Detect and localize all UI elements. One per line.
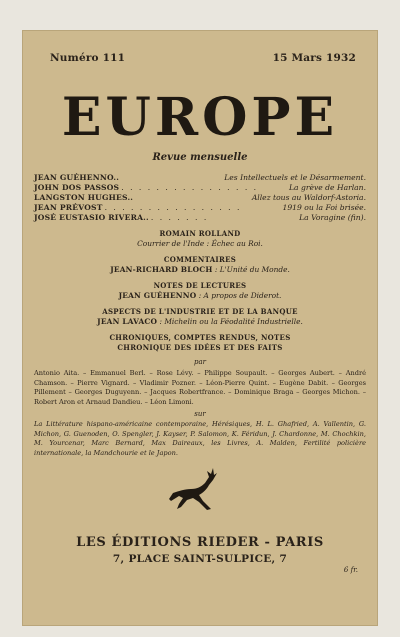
- section-heading: NOTES DE LECTURES: [153, 281, 247, 290]
- toc-work: La grève de Harlan.: [289, 183, 366, 192]
- section-line-author: JEAN-RICHARD BLOCH: [110, 265, 213, 274]
- issue-price: 6 fr.: [343, 566, 358, 574]
- par-label: par: [193, 358, 206, 366]
- toc-work: La Voragine (fin).: [299, 213, 366, 222]
- issue-header: [50, 52, 356, 64]
- section-notes: [34, 281, 366, 301]
- section-line: [34, 265, 366, 275]
- toc-author: JEAN GUÉHENNO..: [34, 173, 120, 182]
- section-heading: COMMENTAIRES: [163, 255, 237, 264]
- toc-author: JOSÉ EUSTASIO RIVERA..: [34, 213, 149, 222]
- section-industrie: [34, 307, 366, 327]
- section-line: [34, 291, 366, 301]
- section-subheading: CHRONIQUE DES IDÉES ET DES FAITS: [117, 343, 283, 352]
- leaping-deer-icon: [167, 465, 219, 513]
- sur-label: sur: [194, 410, 206, 419]
- toc-work: Les Intellectuels et le Désarmement.: [224, 173, 366, 182]
- section-rolland: [34, 229, 366, 249]
- toc-author: LANGSTON HUGHES..: [34, 193, 134, 202]
- toc-leader: [133, 193, 252, 203]
- toc-leader: [119, 173, 224, 183]
- section-line-text: : Michelin ou la Féodalité Industrielle.: [159, 317, 303, 326]
- section-heading: CHRONIQUES, COMPTES RENDUS, NOTES: [109, 333, 291, 342]
- masthead-subtitle: Revue mensuelle: [152, 152, 248, 163]
- section-line-text: : L'Unité du Monde.: [214, 265, 290, 274]
- toc-leader: . . . . . . .: [150, 213, 209, 222]
- toc-leader: . . . . . . . . . . . . . . . .: [104, 203, 242, 212]
- contributors-list: Antonio Aita. – Emmanuel Berl. – Rose Lévy. – Philippe Soupault. – Georges Aubert. – André Chamson. – Pierre Vignard. – Vladimir Pozner. – Léon-Pierre Quint. – Eugène Dabit. – Georges Pillement – Georges Duguyenn. – Jacques Robertfrance. – Dominique Braga – Georges Michon. – Robert Aron et Arnaud Dandieu. – Léon Limoni.: [34, 369, 366, 406]
- table-of-contents: [34, 173, 366, 458]
- section-line-author: JEAN GUÉHENNO: [118, 291, 197, 300]
- publisher-address: 7, PLACE SAINT-SULPICE, 7: [112, 553, 288, 565]
- subjects-list: La Littérature hispano-américaine contemporaine, Hérésiques, H. L. Ghafried, A. Vallentin, G. Michon, G. Guenoden, O. Spengler, J. Kayser, P. Salomon, K. Féridun, J. Chardonne, M. Chochkin, M. Yourcenar, Marc Bernard, Max Daireaux, les Livres, A. Malden, Fertilité policière internationale, la Mandchourie et le Japon.: [34, 420, 366, 457]
- toc-entry: [34, 183, 366, 193]
- magazine-cover: [22, 30, 378, 626]
- toc-work: 1919 ou la Foi brisée.: [282, 203, 366, 212]
- toc-entry: [34, 193, 366, 203]
- section-line-author: JEAN LAVACO: [97, 317, 158, 326]
- section-chroniques: [34, 333, 366, 353]
- section-line-text: Courrier de l'Inde : Échec au Roi.: [137, 239, 263, 248]
- section-line-text: : A propos de Diderot.: [198, 291, 282, 300]
- section-heading: ASPECTS DE L'INDUSTRIE ET DE LA BANQUE: [102, 307, 298, 316]
- toc-work: Allez tous au Waldorf-Astoria.: [251, 193, 366, 202]
- toc-entry: [34, 203, 366, 213]
- masthead-title: EUROPE: [61, 87, 339, 148]
- toc-author: JOHN DOS PASSOS: [34, 183, 120, 192]
- section-commentaires: [34, 255, 366, 275]
- issue-date: 15 Mars 1932: [272, 52, 356, 64]
- toc-author: JEAN PRÉVOST: [34, 203, 103, 212]
- section-line: [34, 317, 366, 327]
- section-heading: ROMAIN ROLLAND: [159, 229, 241, 238]
- toc-entry: [34, 173, 366, 183]
- publisher-name: LES ÉDITIONS RIEDER - PARIS: [76, 535, 324, 550]
- issue-number: Numéro 111: [50, 52, 126, 64]
- section-line: [34, 239, 366, 249]
- toc-entry: [34, 213, 366, 223]
- toc-leader: . . . . . . . . . . . . . . . .: [121, 183, 259, 192]
